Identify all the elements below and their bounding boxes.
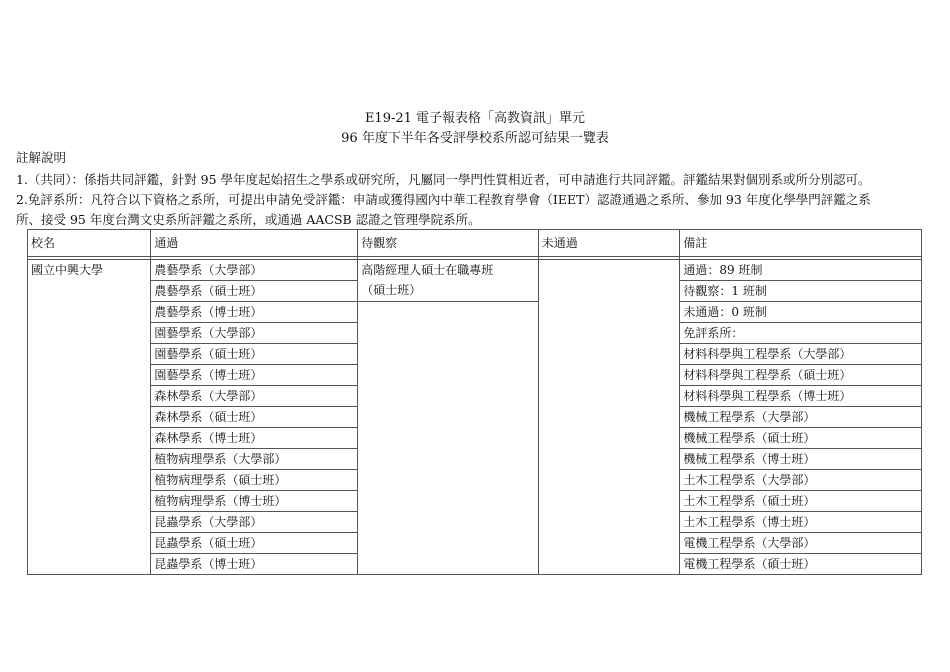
pass-cell: 昆蟲學系（博士班）: [151, 554, 358, 575]
remark-cell: 電機工程學系（大學部）: [680, 533, 922, 554]
watch-empty-cell: [358, 302, 538, 575]
remark-cell: 未通過：0 班制: [680, 302, 922, 323]
remark-cell: 機械工程學系（大學部）: [680, 407, 922, 428]
remark-cell: 材料科學與工程學系（博士班）: [680, 386, 922, 407]
notes-heading: 註解說明: [16, 150, 67, 165]
header-school: 校名: [28, 230, 151, 257]
fail-cell: [538, 260, 680, 575]
header-watch: 待觀察: [358, 230, 538, 257]
remark-cell: 免評系所：: [680, 323, 922, 344]
remark-cell: 土木工程學系（博士班）: [680, 512, 922, 533]
pass-cell: 森林學系（博士班）: [151, 428, 358, 449]
pass-cell: 昆蟲學系（碩士班）: [151, 533, 358, 554]
pass-cell: 農藝學系（博士班）: [151, 302, 358, 323]
pass-cell: 森林學系（碩士班）: [151, 407, 358, 428]
school-name-cell: 國立中興大學: [28, 260, 151, 575]
remark-cell: 電機工程學系（碩士班）: [680, 554, 922, 575]
watch-cell: [358, 260, 538, 302]
pass-cell: 植物病理學系（碩士班）: [151, 470, 358, 491]
remark-cell: 通過：89 班制: [680, 260, 922, 281]
pass-cell: 農藝學系（大學部）: [151, 260, 358, 281]
table-header-row: [28, 230, 922, 257]
table-row: [28, 302, 922, 323]
pass-cell: 植物病理學系（大學部）: [151, 449, 358, 470]
remark-cell: 待觀察：1 班制: [680, 281, 922, 302]
pass-cell: 昆蟲學系（大學部）: [151, 512, 358, 533]
watch-line: （碩士班）: [361, 283, 422, 297]
header-remark: 備註: [680, 230, 922, 257]
pass-cell: 植物病理學系（博士班）: [151, 491, 358, 512]
note-line-2a: 2.免評系所：凡符合以下資格之系所，可提出申請免受評鑑：申請或獲得國內中華工程教育學會（IEET）認證通過之系所、參加 93 年度化學學門評鑑之系: [16, 192, 871, 207]
header-pass: 通過: [151, 230, 358, 257]
document-title: E19-21 電子報表格「高教資訊」單元: [364, 111, 586, 126]
remark-cell: 土木工程學系（大學部）: [680, 470, 922, 491]
pass-cell: 森林學系（大學部）: [151, 386, 358, 407]
pass-cell: 園藝學系（碩士班）: [151, 344, 358, 365]
document-subtitle: 96 年度下半年各受評學校系所認可結果一覽表: [341, 131, 609, 146]
pass-cell: 農藝學系（碩士班）: [151, 281, 358, 302]
remark-cell: 土木工程學系（碩士班）: [680, 491, 922, 512]
remark-cell: 材料科學與工程學系（碩士班）: [680, 365, 922, 386]
note-line-2b: 所、接受 95 年度台灣文史系所評鑑之系所，或通過 AACSB 認證之管理學院系所。: [16, 212, 481, 227]
header-fail: 未通過: [538, 230, 680, 257]
accreditation-results-table: [27, 229, 922, 575]
watch-line: 高階經理人碩士在職專班: [361, 263, 494, 277]
remark-cell: 機械工程學系（碩士班）: [680, 428, 922, 449]
pass-cell: 園藝學系（大學部）: [151, 323, 358, 344]
remark-cell: 機械工程學系（博士班）: [680, 449, 922, 470]
note-line-1: 1.（共同）：係指共同評鑑，針對 95 學年度起始招生之學系或研究所，凡屬同一學門性質相近者，可申請進行共同評鑑。評鑑結果對個別系或所分別認可。: [16, 172, 871, 187]
remark-cell: 材料科學與工程學系（大學部）: [680, 344, 922, 365]
pass-cell: 園藝學系（博士班）: [151, 365, 358, 386]
table-row: [28, 260, 922, 281]
